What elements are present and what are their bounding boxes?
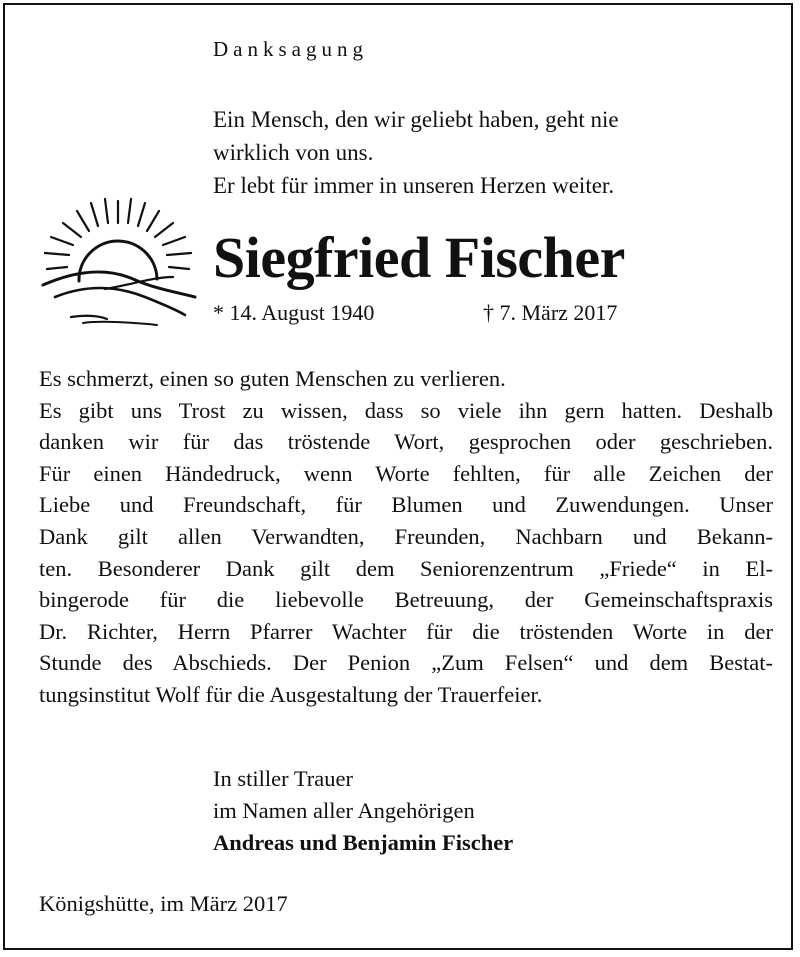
poem-line: Ein Mensch, den wir geliebt haben, geht nie: [213, 107, 619, 132]
closing-line: In stiller Trauer: [213, 766, 353, 791]
text-line: Dank gilt allen Verwandten, Freunden, Nachbarn und Bekann-: [39, 523, 773, 549]
thank-you-text: [39, 363, 773, 711]
text-line: Dr. Richter, Herrn Pfarrer Wachter für die tröstenden Worte in der: [39, 618, 773, 644]
poem-line: Er lebt für immer in unseren Herzen weiter.: [213, 173, 615, 198]
text-line: Liebe und Freundschaft, für Blumen und Zuwendungen. Unser: [39, 492, 773, 518]
text-line: Für einen Händedruck, wenn Worte fehlten, für alle Zeichen der: [39, 460, 773, 486]
death-date: † 7. März 2017: [483, 300, 618, 325]
deceased-name: Siegfried Fischer: [213, 225, 625, 290]
sunrise-over-hills-icon: [35, 193, 201, 331]
memorial-poem: [213, 103, 619, 202]
closing-line: im Namen aller Angehörigen: [213, 798, 475, 823]
text-line: Stunde des Abschieds. Der Penion „Zum Felsen“ und dem Bestat-: [39, 650, 773, 676]
text-line: Es schmerzt, einen so guten Menschen zu verlieren.: [39, 366, 506, 391]
signers: Andreas und Benjamin Fischer: [213, 830, 514, 855]
obituary-notice: [3, 3, 793, 950]
text-line: ten. Besonderer Dank gilt dem Seniorenzentrum „Friede“ in El-: [39, 555, 773, 581]
text-line: danken wir für das tröstende Wort, gesprochen oder geschrieben.: [39, 429, 773, 455]
place-date: Königshütte, im März 2017: [39, 891, 288, 916]
notice-heading: Danksagung: [213, 37, 368, 61]
poem-line: wirklich von uns.: [213, 140, 374, 165]
text-line: Es gibt uns Trost zu wissen, dass so viele ihn gern hatten. Deshalb: [39, 397, 773, 423]
closing-signature: [213, 763, 513, 859]
text-line: bingerode für die liebevolle Betreuung, der Gemeinschaftspraxis: [39, 587, 773, 613]
birth-date: * 14. August 1940: [213, 300, 375, 325]
text-line: tungsinstitut Wolf für die Ausgestaltung der Trauerfeier.: [39, 681, 543, 707]
